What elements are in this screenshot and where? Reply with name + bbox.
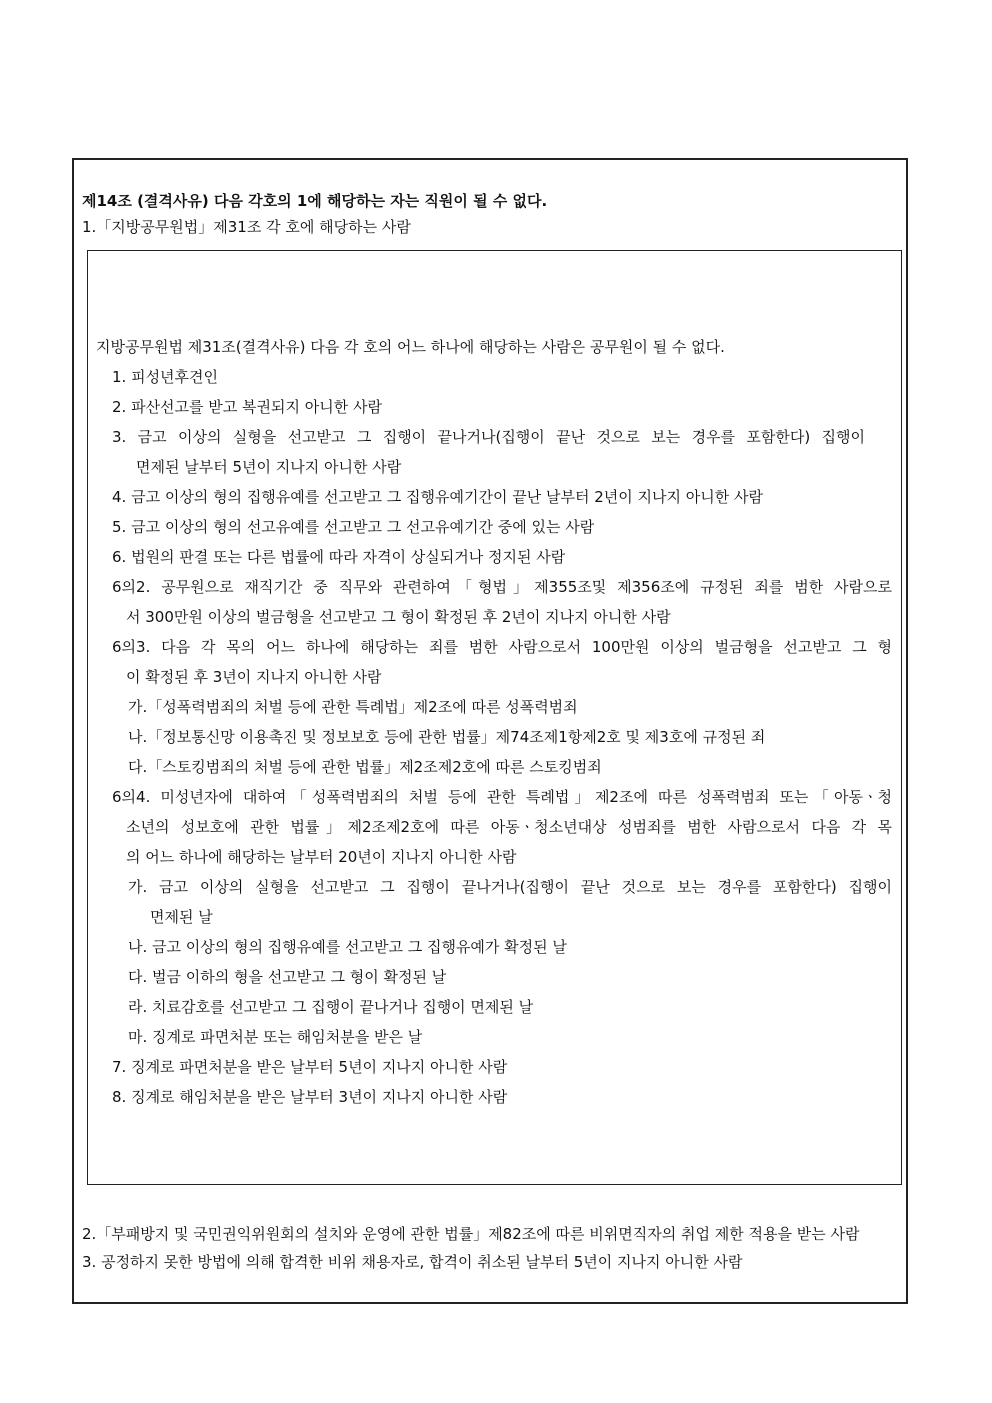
- law-line: 이 확정된 후 3년이 지나지 아니한 사람: [126, 668, 382, 686]
- law-line: 가.「성폭력범죄의 처벌 등에 관한 특례법」제2조에 따른 성폭력범죄: [128, 698, 578, 716]
- law-line: 6의2. 공무원으로 재직기간 중 직무와 관련하여「형법」제355조및 제356조에 규정된 죄를 범한 사람으로: [112, 578, 892, 596]
- law-line: 서 300만원 이상의 벌금형을 선고받고 그 형이 확정된 후 2년이 지나지 아니한 사람: [126, 608, 671, 626]
- law-line: 라. 치료감호를 선고받고 그 집행이 끝나거나 집행이 면제된 날: [128, 998, 534, 1016]
- quoted-law-intro: 지방공무원법 제31조(결격사유) 다음 각 호의 어느 하나에 해당하는 사람은 공무원이 될 수 없다.: [96, 338, 725, 356]
- article-item-1: 1.「지방공무원법」제31조 각 호에 해당하는 사람: [82, 218, 411, 236]
- law-line: 면제된 날부터 5년이 지나지 아니한 사람: [136, 458, 402, 476]
- law-line: 나.「정보통신망 이용촉진 및 정보보호 등에 관한 법률」제74조제1항제2호 및 제3호에 규정된 죄: [128, 728, 766, 746]
- law-line: 6. 법원의 판결 또는 다른 법률에 따라 자격이 상실되거나 정지된 사람: [112, 548, 566, 566]
- law-line: 다. 벌금 이하의 형을 선고받고 그 형이 확정된 날: [128, 968, 447, 986]
- law-line: 의 어느 하나에 해당하는 날부터 20년이 지나지 아니한 사람: [126, 848, 517, 866]
- law-line: 면제된 날: [150, 908, 213, 926]
- law-line: 2. 파산선고를 받고 복권되지 아니한 사람: [112, 398, 382, 416]
- law-line: 1. 피성년후견인: [112, 368, 219, 386]
- law-line: 다.「스토킹범죄의 처벌 등에 관한 법률」제2조제2호에 따른 스토킹범죄: [128, 758, 602, 776]
- law-line: 6의3. 다음 각 목의 어느 하나에 해당하는 죄를 범한 사람으로서 100만원 이상의 벌금형을 선고받고 그 형: [112, 638, 892, 656]
- article-item-3: 3. 공정하지 못한 방법에 의해 합격한 비위 채용자로, 합격이 취소된 날부터 5년이 지나지 아니한 사람: [82, 1253, 743, 1271]
- law-line: 7. 징계로 파면처분을 받은 날부터 5년이 지나지 아니한 사람: [112, 1058, 508, 1076]
- law-line: 6의4. 미성년자에 대하여「성폭력범죄의 처벌 등에 관한 특례법」제2조에 따른 성폭력범죄 또는「아동ㆍ청: [112, 788, 892, 806]
- law-line: 나. 금고 이상의 형의 집행유예를 선고받고 그 집행유예가 확정된 날: [128, 938, 567, 956]
- article-heading: 제14조 (결격사유) 다음 각호의 1에 해당하는 자는 직원이 될 수 없다.: [82, 192, 548, 210]
- law-line: 8. 징계로 해임처분을 받은 날부터 3년이 지나지 아니한 사람: [112, 1088, 508, 1106]
- article-item-2: 2.「부패방지 및 국민권익위원회의 설치와 운영에 관한 법률」제82조에 따른 비위면직자의 취업 제한 적용을 받는 사람: [82, 1225, 860, 1243]
- law-line: 5. 금고 이상의 형의 선고유예를 선고받고 그 선고유예기간 중에 있는 사람: [112, 518, 595, 536]
- law-line: 3. 금고 이상의 실형을 선고받고 그 집행이 끝나거나(집행이 끝난 것으로 보는 경우를 포함한다) 집행이: [112, 428, 865, 446]
- law-line: 소년의 성보호에 관한 법률」제2조제2호에 따른 아동ㆍ청소년대상 성범죄를 범한 사람으로서 다음 각 목: [126, 818, 892, 836]
- law-line: 4. 금고 이상의 형의 집행유예를 선고받고 그 집행유예기간이 끝난 날부터 2년이 지나지 아니한 사람: [112, 488, 763, 506]
- law-line: 마. 징계로 파면처분 또는 해임처분을 받은 날: [128, 1028, 423, 1046]
- law-line: 가. 금고 이상의 실형을 선고받고 그 집행이 끝나거나(집행이 끝난 것으로 보는 경우를 포함한다) 집행이: [128, 878, 892, 896]
